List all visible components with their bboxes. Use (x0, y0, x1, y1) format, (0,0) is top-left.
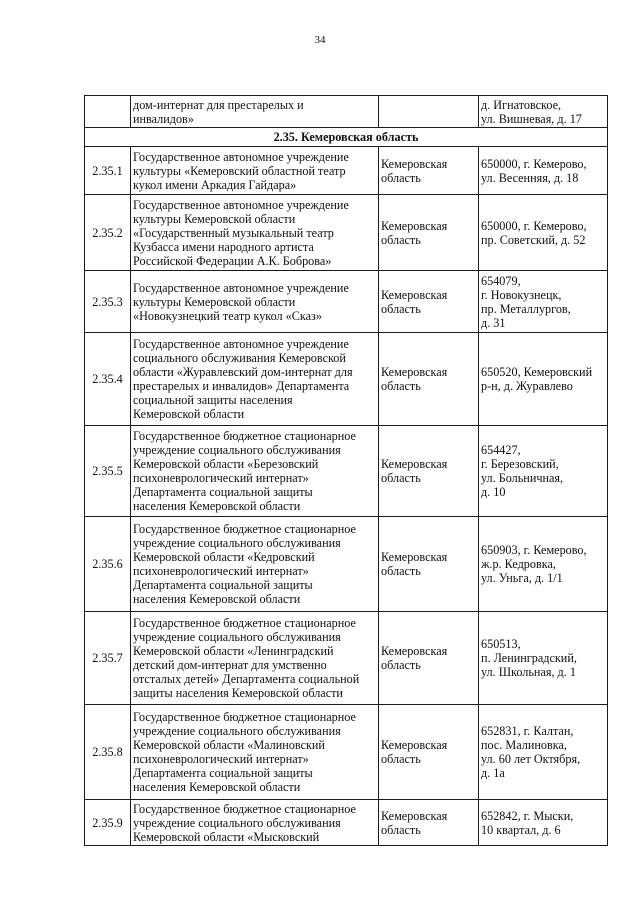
name-line: учреждение социального обслуживания (133, 724, 341, 738)
name-line: психоневрологический интернат» (133, 471, 309, 485)
address-cell (479, 271, 608, 333)
institution-name-cell (131, 195, 379, 271)
name-line: Государственное бюджетное стационарное (133, 616, 356, 630)
region-cell (379, 612, 479, 705)
row-number-cell: 2.35.9 (85, 800, 131, 846)
row-number-cell: 2.35.5 (85, 426, 131, 517)
name-line: населения Кемеровской области (133, 780, 301, 794)
address-line: ул. Больничная, (481, 471, 564, 485)
address-cell (479, 195, 608, 271)
address-line: 654427, (481, 443, 521, 457)
address-line: ул. Вишневая, д. 17 (481, 111, 582, 126)
address-line: 652831, г. Калтан, (481, 724, 574, 738)
name-line: Кемеровской области «Мысковский (133, 829, 320, 844)
name-line: психоневрологический интернат» (133, 752, 309, 766)
name-line: Кемеровской области (133, 407, 245, 421)
address-line: д. 10 (481, 485, 506, 499)
name-line: дом-интернат для престарелых и (133, 97, 304, 112)
name-line: культуры Кемеровской области (133, 211, 296, 226)
region-cell (379, 96, 479, 128)
name-line: Государственное автономное учреждение (133, 197, 349, 212)
region-line: область (381, 564, 421, 578)
row-number-cell: 2.35.4 (85, 333, 131, 426)
address-line: 650520, Кемеровский (481, 365, 593, 379)
name-line: учреждение социального обслуживания (133, 630, 341, 644)
address-cell (479, 800, 608, 846)
address-line: 650513, (481, 637, 521, 651)
name-line: Государственное бюджетное стационарное (133, 710, 356, 724)
address-line: ул. 60 лет Октября, (481, 752, 581, 766)
region-line: Кемеровская (381, 644, 448, 658)
name-line: детский дом-интернат для умственно (133, 658, 327, 672)
name-line: защиты населения Кемеровской области (133, 686, 343, 700)
region-line: Кемеровская (381, 550, 448, 564)
address-line: р-н, д. Журавлево (481, 379, 573, 393)
table-row (85, 612, 608, 705)
name-line: кукол имени Аркадия Гайдара» (133, 177, 297, 192)
name-line: Департамента социальной защиты (133, 485, 313, 499)
continuation-row (85, 96, 608, 128)
region-line: область (381, 232, 421, 247)
row-number-cell: 2.35.8 (85, 705, 131, 800)
name-line: Государственное автономное учреждение (133, 337, 349, 351)
region-line: Кемеровская (381, 365, 448, 379)
table-row (85, 426, 608, 517)
region-cell (379, 271, 479, 333)
name-line: психоневрологический интернат» (133, 564, 309, 578)
row-number-cell: 2.35.1 (85, 147, 131, 195)
address-line: ул. Школьная, д. 1 (481, 665, 576, 679)
name-line: культуры Кемеровской области (133, 294, 296, 309)
institution-name-cell (131, 517, 379, 612)
region-line: Кемеровская (381, 738, 448, 752)
name-line: престарелых и инвалидов» Департамента (133, 379, 350, 393)
row-number-cell: 2.35.6 (85, 517, 131, 612)
address-line: п. Ленинградский, (481, 651, 577, 665)
region-line: область (381, 170, 421, 185)
name-line: Государственное бюджетное стационарное (133, 522, 356, 536)
name-line: Государственное бюджетное стационарное (133, 429, 356, 443)
institution-name-cell (131, 800, 379, 846)
address-line: 652842, г. Мыски, (481, 808, 574, 823)
address-line: 650903, г. Кемерово, (481, 543, 587, 557)
address-cell (479, 612, 608, 705)
institution-name-cell (131, 333, 379, 426)
region-cell (379, 800, 479, 846)
address-line: д. Игнатовское, (481, 97, 562, 112)
address-line: 10 квартал, д. 6 (481, 822, 561, 837)
address-line: г. Березовский, (481, 457, 559, 471)
name-line: отсталых детей» Департамента социальной (133, 672, 360, 686)
table-row (85, 800, 608, 846)
name-line: социальной защиты населения (133, 393, 293, 407)
name-line: Кемеровской области «Малиновский (133, 738, 325, 752)
row-number-cell: 2.35.7 (85, 612, 131, 705)
name-line: «Новокузнецкий театр кукол «Сказ» (133, 308, 322, 323)
row-number-cell: 2.35.2 (85, 195, 131, 271)
region-line: область (381, 658, 421, 672)
name-line: Государственное автономное учреждение (133, 280, 349, 295)
address-line: г. Новокузнецк, (481, 287, 562, 302)
name-line: Кузбасса имени народного артиста (133, 239, 314, 254)
address-cell (479, 147, 608, 195)
name-line: Кемеровской области «Ленинградский (133, 644, 334, 658)
region-line: область (381, 301, 421, 316)
name-line: культуры «Кемеровский областной театр (133, 163, 346, 178)
region-cell (379, 333, 479, 426)
institution-name-cell (131, 96, 379, 128)
page-number: 34 (314, 34, 326, 46)
name-line: Кемеровской области «Кедровский (133, 550, 315, 564)
region-cell (379, 195, 479, 271)
address-line: пр. Советский, д. 52 (481, 232, 586, 247)
region-cell (379, 705, 479, 800)
address-cell (479, 96, 608, 128)
institution-name-cell (131, 705, 379, 800)
institution-name-cell (131, 271, 379, 333)
section-title: 2.35. Кемеровская область (85, 128, 608, 147)
address-line: ж.р. Кедровка, (481, 557, 556, 571)
address-line: д. 1а (481, 766, 505, 780)
address-line: ул. Весенняя, д. 18 (481, 170, 579, 185)
address-line: 650000, г. Кемерово, (481, 218, 587, 233)
name-line: области «Журавлевский дом-интернат для (133, 365, 353, 379)
region-line: Кемеровская (381, 218, 448, 233)
name-line: учреждение социального обслуживания (133, 443, 341, 457)
region-line: область (381, 379, 421, 393)
name-line: Государственное бюджетное стационарное (133, 801, 356, 816)
name-line: учреждение социального обслуживания (133, 815, 341, 830)
address-line: 654079, (481, 273, 521, 288)
region-line: Кемеровская (381, 457, 448, 471)
address-cell (479, 517, 608, 612)
name-line: Государственное автономное учреждение (133, 149, 349, 164)
region-cell (379, 147, 479, 195)
table-body (85, 96, 608, 846)
table-row (85, 195, 608, 271)
region-line: Кемеровская (381, 287, 448, 302)
section-header-row (85, 128, 608, 147)
name-line: инвалидов» (133, 111, 194, 126)
region-line: область (381, 471, 421, 485)
table-row (85, 705, 608, 800)
address-line: пр. Металлургов, (481, 301, 571, 316)
address-cell (479, 426, 608, 517)
name-line: Департамента социальной защиты (133, 766, 313, 780)
name-line: социального обслуживания Кемеровской (133, 351, 346, 365)
address-line: ул. Уньга, д. 1/1 (481, 571, 563, 585)
address-line: пос. Малиновка, (481, 738, 567, 752)
address-line: д. 31 (481, 315, 506, 330)
name-line: Департамента социальной защиты (133, 578, 313, 592)
name-line: населения Кемеровской области (133, 499, 301, 513)
region-cell (379, 517, 479, 612)
table-row (85, 517, 608, 612)
institution-name-cell (131, 612, 379, 705)
region-cell (379, 426, 479, 517)
region-line: область (381, 752, 421, 766)
name-line: населения Кемеровской области (133, 592, 301, 606)
name-line: «Государственный музыкальный театр (133, 225, 334, 240)
name-line: учреждение социального обслуживания (133, 536, 341, 550)
table-row (85, 147, 608, 195)
region-line: область (381, 822, 421, 837)
name-line: Российской Федерации А.К. Боброва» (133, 253, 332, 268)
row-number-cell (85, 96, 131, 128)
region-line: Кемеровская (381, 808, 448, 823)
institutions-table (84, 95, 608, 846)
address-cell (479, 705, 608, 800)
address-cell (479, 333, 608, 426)
row-number-cell: 2.35.3 (85, 271, 131, 333)
institution-name-cell (131, 426, 379, 517)
table-row (85, 333, 608, 426)
address-line: 650000, г. Кемерово, (481, 156, 587, 171)
institution-name-cell (131, 147, 379, 195)
table-row (85, 271, 608, 333)
name-line: Кемеровской области «Березовский (133, 457, 319, 471)
region-line: Кемеровская (381, 156, 448, 171)
